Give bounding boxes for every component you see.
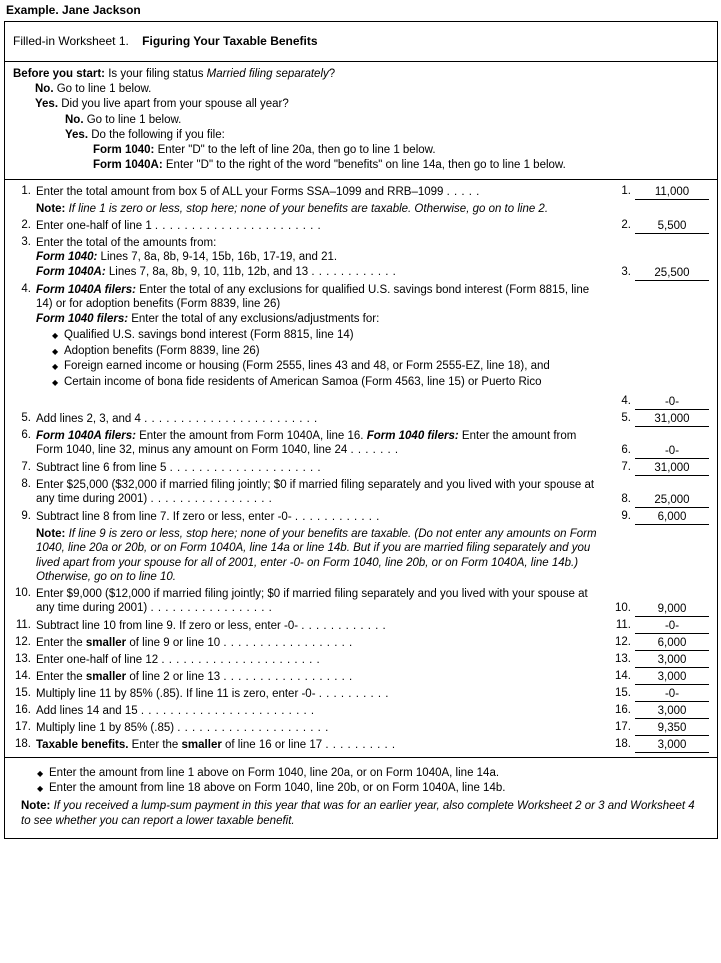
line-1-amount-cell[interactable]: [635, 183, 717, 200]
line-12-text: Enter the smaller of line 9 or line 10: [36, 636, 221, 649]
worksheet-container: [4, 21, 718, 839]
line-5-number: 5.: [21, 411, 31, 424]
line-8-body: [36, 476, 605, 508]
line-11-dots: . . . . . . . . . . . .: [301, 619, 387, 632]
line-1-dots: . . . . .: [446, 186, 480, 199]
worksheet-line-13: [5, 651, 717, 668]
line-9-note: [36, 525, 605, 585]
line-7-body: [36, 459, 605, 476]
line-12-dots: . . . . . . . . . . . . . . . . . .: [223, 636, 353, 649]
line-5-text: Add lines 2, 3, and 4: [36, 412, 141, 425]
line-13-amount-cell[interactable]: [635, 651, 717, 668]
before-line-4-bold: Form 1040:: [93, 143, 155, 156]
spacer-cell: [5, 525, 36, 585]
before-line-4: [13, 143, 709, 158]
worksheet-lines: [5, 180, 717, 756]
worksheet-line-17: [5, 719, 717, 736]
line-5-body: [36, 410, 605, 427]
line-10-text: Enter $9,000 ($12,000 if married filing jointly; $0 if married filing separately and you lived with your spouse at any time during 2001): [36, 587, 588, 615]
line-14-text: Enter the smaller of line 2 or line 13: [36, 670, 221, 683]
before-line-3-text: Do the following if you file:: [91, 128, 225, 141]
line-17-rnumber: 17.: [615, 720, 631, 733]
line-13-number: 13.: [15, 652, 31, 665]
line-7-dots: . . . . . . . . . . . . . . . . . . . . .: [169, 461, 322, 474]
worksheet-line-9-note: [5, 525, 717, 585]
line-2-dots: . . . . . . . . . . . . . . . . . . . . . . .: [154, 219, 322, 232]
example-title: Example. Jane Jackson: [6, 3, 141, 17]
before-line-0-text: Go to line 1 below.: [56, 83, 152, 96]
line-10-rnumber: 10.: [615, 601, 631, 614]
line-10-amount[interactable]: 9,000: [635, 602, 709, 617]
worksheet-header-prefix: Filled-in Worksheet 1.: [13, 34, 129, 48]
line-6-number: 6.: [21, 428, 31, 441]
line-6-amount[interactable]: -0-: [635, 444, 709, 459]
line-9-amount-cell[interactable]: [635, 508, 717, 525]
spacer-cell: [605, 200, 635, 216]
line-16-amount-cell[interactable]: [635, 702, 717, 719]
worksheet-line-4: [5, 281, 717, 410]
line-7-number: 7.: [21, 460, 31, 473]
line-11-rnumber: 11.: [615, 618, 631, 631]
line-11-text: Subtract line 10 from line 9. If zero or less, enter -0-: [36, 619, 299, 632]
line-9-body: [36, 508, 605, 525]
line-14-dots: . . . . . . . . . . . . . . . . . .: [223, 670, 353, 683]
line-15-amount-cell[interactable]: [635, 685, 717, 702]
line-1-amount[interactable]: 11,000: [635, 185, 709, 200]
line-13-dots: . . . . . . . . . . . . . . . . . . . . . .: [161, 653, 321, 666]
worksheet-line-8: [5, 476, 717, 508]
line-17-amount[interactable]: 9,350: [635, 721, 709, 736]
line-4-text2: Form 1040 filers: Enter the total of any exclusions/adjustments for:: [36, 312, 380, 325]
line-12-rnumber: 12.: [615, 635, 631, 648]
before-you-start-box: [5, 62, 717, 180]
line-13-rnumber: 13.: [615, 652, 631, 665]
line-1-note-text: If line 1 is zero or less, stop here; none of your benefits are taxable. Otherwise, go on to line 2.: [68, 203, 549, 216]
footer-bullet-0: ◆ Enter the amount from line 1 above on Form 1040, line 20a, or on Form 1040A, line 14a.: [37, 766, 707, 780]
line-18-number: 18.: [15, 737, 31, 750]
line-1-text: Enter the total amount from box 5 of ALL your Forms SSA–1099 and RRB–1099: [36, 186, 444, 199]
footer-note: [21, 799, 707, 830]
line-12-amount-cell[interactable]: [635, 634, 717, 651]
worksheet-line-16: [5, 702, 717, 719]
before-line-1-text: Did you live apart from your spouse all year?: [61, 98, 289, 111]
line-1-note-label: Note:: [36, 203, 66, 216]
line-3-amount[interactable]: 25,500: [635, 266, 709, 281]
line-2-body: [36, 217, 605, 234]
line-10-amount-cell[interactable]: [635, 585, 717, 617]
spacer-cell: [605, 525, 635, 585]
worksheet-line-18: [5, 736, 717, 753]
line-8-text: Enter $25,000 ($32,000 if married filing jointly; $0 if married filing separately and you lived with your spouse at any time during 2001): [36, 478, 595, 506]
before-line-3-bold: Yes.: [65, 128, 89, 141]
worksheet-line-7: [5, 459, 717, 476]
line-3-body: [36, 234, 605, 281]
line-4-rnumber: 4.: [621, 394, 631, 407]
line-7-amount[interactable]: 31,000: [635, 461, 709, 476]
line-6-rnumber: 6.: [621, 443, 631, 456]
line-2-amount-cell[interactable]: [635, 217, 717, 234]
line-11-amount[interactable]: -0-: [635, 619, 709, 634]
before-line-0: [13, 82, 709, 97]
worksheet-line-5: [5, 410, 717, 427]
worksheet-line-1: [5, 183, 717, 200]
line-7-amount-cell[interactable]: [635, 459, 717, 476]
line-3-subline-1: Form 1040A: Lines 7, 8a, 8b, 9, 10, 11b, 12b, and 13 . . . . . . . . . . . .: [36, 265, 397, 278]
worksheet-line-14: [5, 668, 717, 685]
line-15-rnumber: 15.: [615, 686, 631, 699]
line-16-number: 16.: [15, 703, 31, 716]
line-15-dots: . . . . . . . . . .: [318, 687, 389, 700]
line-1-body: [36, 183, 605, 200]
worksheet-footer: [5, 757, 717, 838]
line-8-amount[interactable]: 25,000: [635, 493, 709, 508]
line-10-body: [36, 585, 605, 617]
before-line-5-bold: Form 1040A:: [93, 159, 163, 172]
line-15-text: Multiply line 11 by 85% (.85). If line 11 is zero, enter -0-: [36, 687, 316, 700]
spacer-cell: [635, 525, 717, 585]
line-4-text: Form 1040A filers: Enter the total of any exclusions for qualified U.S. savings bond interest (Form 8815, line 14) or for adoption benefits (Form 8839, line 26): [36, 283, 590, 311]
before-you-start-question: Is your filing status Married filing separately?: [108, 68, 336, 80]
line-18-dots: . . . . . . . . . .: [325, 738, 396, 751]
line-15-body: [36, 685, 605, 702]
line-14-rnumber: 14.: [615, 669, 631, 682]
line-9-rnumber: 9.: [621, 509, 631, 522]
line-5-rnumber: 5.: [621, 411, 631, 424]
line-8-dots: . . . . . . . . . . . . . . . . .: [150, 493, 273, 506]
before-line-1-bold: Yes.: [35, 98, 59, 111]
line-9-text: Subtract line 8 from line 7. If zero or less, enter -0-: [36, 510, 292, 523]
worksheet-header-title: Figuring Your Taxable Benefits: [142, 34, 318, 48]
before-line-4-text: Enter "D" to the left of line 20a, then go to line 1 below.: [157, 143, 436, 156]
line-4-bullet-1: ◆ Adoption benefits (Form 8839, line 26): [52, 344, 601, 358]
line-18-text: Taxable benefits. Enter the smaller of line 16 or line 17: [36, 738, 323, 751]
line-15-amount[interactable]: -0-: [635, 687, 709, 702]
line-9-note-label: Note:: [36, 527, 66, 540]
line-4-body: [36, 281, 605, 410]
before-you-start-label: Before you start:: [13, 68, 106, 80]
line-17-body: [36, 719, 605, 736]
line-5-amount-cell[interactable]: [635, 410, 717, 427]
line-18-rnumber: 18.: [615, 737, 631, 750]
worksheet-line-11: [5, 617, 717, 634]
line-2-amount[interactable]: 5,500: [635, 219, 709, 234]
worksheet-line-15: [5, 685, 717, 702]
before-line-2-bold: No.: [65, 113, 84, 126]
footer-bullets: [21, 766, 707, 796]
line-8-rnumber: 8.: [621, 492, 631, 505]
footer-note-text: If you received a lump-sum payment in this year that was for an earlier year, also complete Worksheet 2 or 3 and Worksheet 4 to see whether you can report a lower taxable benefit.: [21, 799, 695, 828]
worksheet-line-6: [5, 427, 717, 459]
spacer-cell: [635, 200, 717, 216]
worksheet-line-12: [5, 634, 717, 651]
line-5-dots: . . . . . . . . . . . . . . . . . . . . . . . .: [144, 412, 318, 425]
before-line-5-text: Enter "D" to the right of the word "benefits" on line 14a, then go to line 1 below.: [165, 159, 566, 172]
worksheet-line-3: [5, 234, 717, 281]
line-9-note-text: If line 9 is zero or less, stop here; none of your benefits are taxable. (Do not enter any amounts on Form 1040, line 20a or 20b, or on Form 1040A, line 14a or line 14b. But if you are married filing separately and you lived apart from your spouse for all of 2001, enter -0- on Form 1040, line 20b, or on Form 1040A, line 14b.) Otherwise, go on to line 10.: [36, 527, 597, 584]
before-line-0-bold: No.: [35, 83, 54, 96]
line-2-number: 2.: [21, 218, 31, 231]
line-17-text: Multiply line 1 by 85% (.85): [36, 721, 175, 734]
worksheet-line-2: [5, 217, 717, 234]
line-15-number: 15.: [15, 686, 31, 699]
line-10-number: 10.: [15, 586, 31, 599]
line-6-dots: . . . . . . .: [350, 444, 399, 457]
before-line-2: [13, 113, 709, 128]
line-10-dots: . . . . . . . . . . . . . . . . .: [150, 602, 273, 615]
before-you-start-question-row: [13, 67, 709, 82]
line-7-text: Subtract line 6 from line 5: [36, 461, 167, 474]
line-18-amount[interactable]: 3,000: [635, 738, 709, 753]
footer-note-label: Note:: [21, 799, 51, 812]
line-16-text: Add lines 14 and 15: [36, 704, 138, 717]
line-5-amount[interactable]: 31,000: [635, 412, 709, 427]
line-11-body: [36, 617, 605, 634]
line-4-bullet-0: ◆ Qualified U.S. savings bond interest (Form 8815, line 14): [52, 328, 601, 342]
line-4-bullet-3: ◆ Certain income of bona fide residents of American Samoa (Form 4563, line 15) or Puerto Rico: [52, 375, 601, 389]
worksheet-header: [5, 22, 717, 62]
line-16-amount[interactable]: 3,000: [635, 704, 709, 719]
line-18-amount-cell[interactable]: [635, 736, 717, 753]
line-13-body: [36, 651, 605, 668]
line-17-dots: . . . . . . . . . . . . . . . . . . . . .: [177, 721, 329, 734]
line-17-amount-cell[interactable]: [635, 719, 717, 736]
line-6-amount-cell[interactable]: [635, 427, 717, 459]
line-9-number: 9.: [21, 509, 31, 522]
before-line-2-text: Go to line 1 below.: [86, 113, 182, 126]
line-3-rnumber: 3.: [621, 265, 631, 278]
line-4-number: 4.: [21, 282, 31, 295]
line-14-body: [36, 668, 605, 685]
line-12-amount[interactable]: 6,000: [635, 636, 709, 651]
footer-bullet-1: ◆ Enter the amount from line 18 above on Form 1040, line 20b, or on Form 1040A, line 14b.: [37, 781, 707, 795]
line-2-rnumber: 2.: [621, 218, 631, 231]
line-9-dots: . . . . . . . . . . . .: [294, 510, 380, 523]
line-12-number: 12.: [15, 635, 31, 648]
line-12-body: [36, 634, 605, 651]
spacer-cell: [5, 200, 36, 216]
line-14-amount[interactable]: 3,000: [635, 670, 709, 685]
line-8-number: 8.: [21, 477, 31, 490]
line-18-body: [36, 736, 605, 753]
line-16-dots: . . . . . . . . . . . . . . . . . . . . . . . .: [140, 704, 315, 717]
line-3-text: Enter the total of the amounts from:: [36, 236, 217, 249]
line-13-amount[interactable]: 3,000: [635, 653, 709, 668]
line-3-amount-cell[interactable]: [635, 234, 717, 281]
line-11-number: 11.: [15, 618, 31, 631]
line-3-number: 3.: [21, 235, 31, 248]
line-9-amount[interactable]: 6,000: [635, 510, 709, 525]
line-4-bullets: [36, 328, 601, 389]
before-line-1: [13, 97, 709, 112]
line-14-number: 14.: [15, 669, 31, 682]
line-1-number: 1.: [21, 185, 31, 198]
line-4-bullet-2: ◆ Foreign earned income or housing (Form 2555, lines 43 and 48, or Form 2555-EZ, line 18), and: [52, 359, 601, 373]
line-1-note: [36, 200, 605, 216]
line-6-body: [36, 427, 605, 459]
line-17-number: 17.: [15, 720, 31, 733]
line-13-text: Enter one-half of line 12: [36, 653, 159, 666]
line-11-amount-cell[interactable]: [635, 617, 717, 634]
line-1-rnumber: 1.: [621, 185, 631, 198]
worksheet-line-10: [5, 585, 717, 617]
line-16-rnumber: 16.: [615, 703, 631, 716]
line-14-amount-cell[interactable]: [635, 668, 717, 685]
worksheet-line-9: [5, 508, 717, 525]
line-4-amount[interactable]: -0-: [635, 395, 709, 410]
line-4-amount-cell[interactable]: [635, 281, 717, 410]
before-line-5: [13, 158, 709, 173]
worksheet-line-1-note: [5, 200, 717, 216]
line-6-text: Form 1040A filers: Enter the amount from Form 1040A, line 16. Form 1040 filers: Enter the amount from Form 1040, line 32, minus any amount on Form 1040, line 24: [36, 429, 577, 457]
line-2-text: Enter one-half of line 1: [36, 219, 152, 232]
line-16-body: [36, 702, 605, 719]
line-8-amount-cell[interactable]: [635, 476, 717, 508]
line-3-subline-0: Form 1040: Lines 7, 8a, 8b, 9-14, 15b, 16b, 17-19, and 21.: [36, 251, 338, 264]
before-line-3: [13, 128, 709, 143]
line-7-rnumber: 7.: [621, 460, 631, 473]
